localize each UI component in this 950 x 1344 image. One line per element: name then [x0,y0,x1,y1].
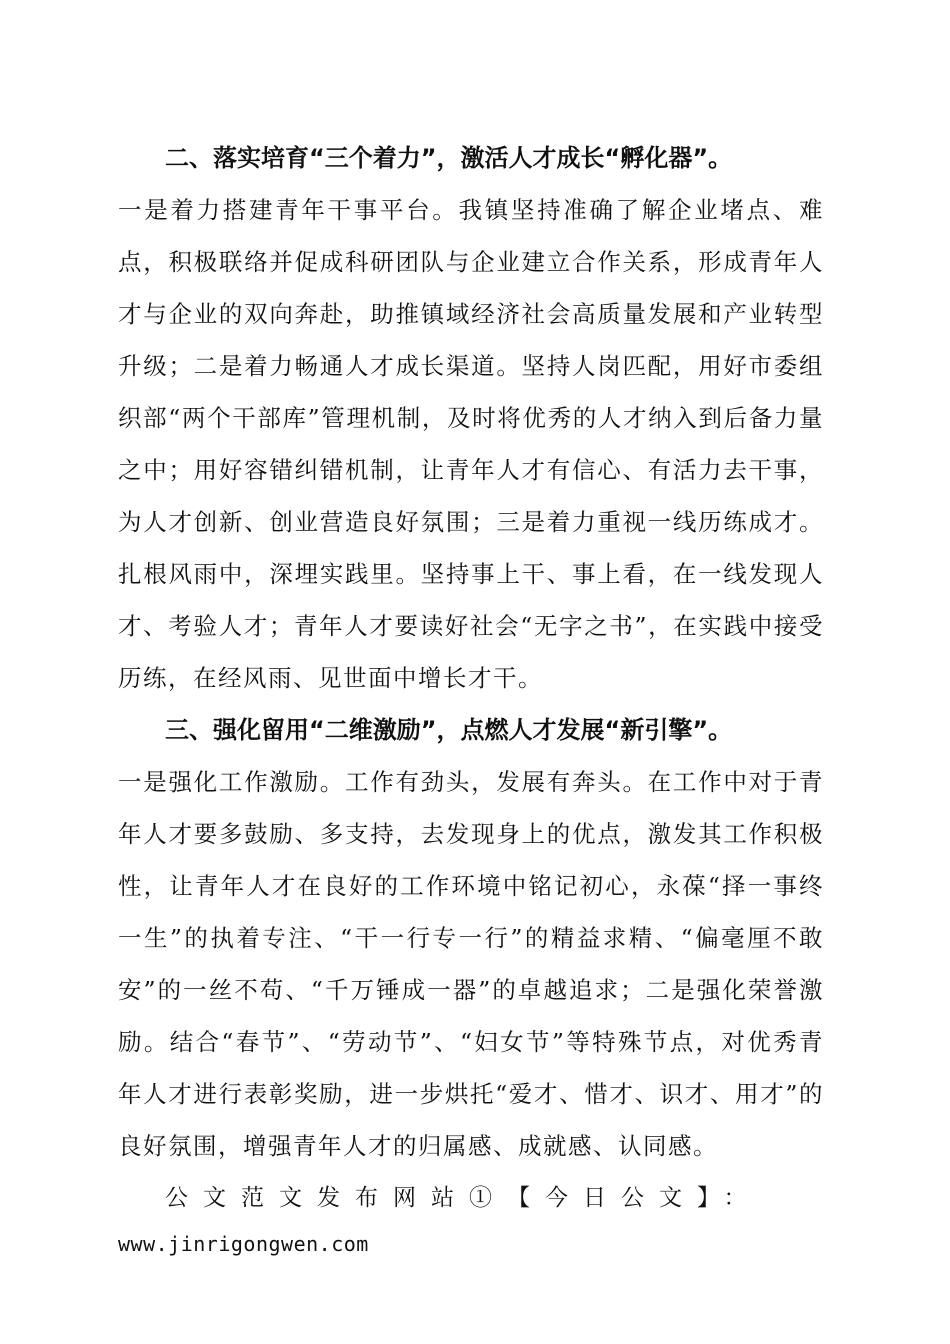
footer-site-url[interactable]: www.jinrigongwen.com [118,1232,369,1256]
section-body-2: 一是着力搭建青年干事平台。我镇坚持准确了解企业堵点、难点，积极联络并促成科研团队与企业建立合作关系，形成青年人才与企业的双向奔赴，助推镇域经济社会高质量发展和产业转型升级；二是着力畅通人才成长渠道。坚持人岗匹配，用好市委组织部“两个干部库”管理机制，及时将优秀的人才纳入到后备力量之中；用好容错纠错机制，让青年人才有信心、有活力去干事，为人才创新、创业营造良好氛围；三是着力重视一线历练成才。扎根风雨中，深埋实践里。坚持事上干、事上看，在一线发现人才、考验人才；青年人才要读好社会“无字之书”，在实践中接受历练，在经风雨、见世面中增长才干。 [118,196,824,692]
section-body-3: 一是强化工作激励。工作有劲头，发展有奔头。在工作中对于青年人才要多鼓励、多支持，去发现身上的优点，激发其工作积极性，让青年人才在良好的工作环境中铭记初心，永葆“择一事终一生”的执着专注、“干一行专一行”的精益求精、“偏毫厘不敢安”的一丝不苟、“千万锤成一器”的卓越追求；二是强化荣誉激励。结合“春节”、“劳动节”、“妇女节”等特殊节点，对优秀青年人才进行表彰奖励，进一步烘托“爱才、惜才、识才、用才”的良好氛围，增强青年人才的归属感、成就感、认同感。 [118,768,824,1160]
document-body [118,132,824,1264]
section-heading-2: 二、落实培育“三个着力”，激活人才成长“孵化器”。 [165,144,733,172]
section-heading-3: 三、强化留用“二维激励”，点燃人才发展“新引擎”。 [165,716,733,744]
footer-site-label: 公文范文发布网站①【今日公文】： [165,1185,762,1211]
